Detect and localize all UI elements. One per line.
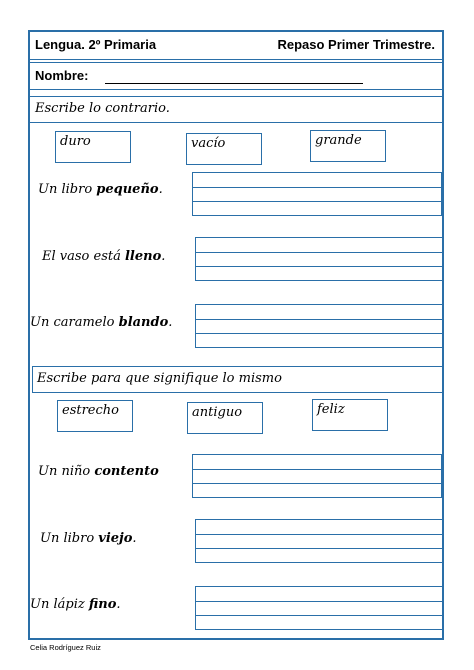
instruction-box-2 bbox=[32, 366, 444, 393]
word-box: antiguo bbox=[187, 402, 263, 434]
answer-lines-3[interactable] bbox=[195, 304, 443, 348]
instruction-1: Escribe lo contrario. bbox=[35, 101, 170, 116]
worksheet-title: Repaso Primer Trimestre. bbox=[277, 37, 435, 52]
answer-lines-5[interactable] bbox=[195, 519, 443, 563]
word-box: grande bbox=[310, 130, 386, 162]
sentence-2: El vaso está lleno. bbox=[42, 249, 166, 264]
sentence-5: Un libro viejo. bbox=[40, 531, 137, 546]
answer-lines-1[interactable] bbox=[192, 172, 442, 216]
sentence-1: Un libro pequeño. bbox=[38, 182, 163, 197]
name-underline[interactable] bbox=[105, 83, 363, 84]
author-credit: Celia Rodríguez Ruiz bbox=[30, 643, 101, 652]
sentence-4: Un niño contento bbox=[38, 464, 159, 479]
name-bar bbox=[28, 62, 444, 90]
word-box: duro bbox=[55, 131, 131, 163]
name-label: Nombre: bbox=[35, 68, 89, 83]
word-box: vacío bbox=[186, 133, 262, 165]
header-bar bbox=[28, 30, 444, 60]
sentence-6: Un lápiz fino. bbox=[30, 597, 121, 612]
instruction-box-1 bbox=[28, 96, 444, 123]
subject-label: Lengua. 2º Primaria bbox=[35, 37, 157, 52]
instruction-2: Escribe para que signifique lo mismo bbox=[37, 371, 282, 386]
answer-lines-6[interactable] bbox=[195, 586, 443, 630]
answer-lines-4[interactable] bbox=[192, 454, 442, 498]
word-box: feliz bbox=[312, 399, 388, 431]
sentence-3: Un caramelo blando. bbox=[30, 315, 173, 330]
word-box: estrecho bbox=[57, 400, 133, 432]
answer-lines-2[interactable] bbox=[195, 237, 443, 281]
